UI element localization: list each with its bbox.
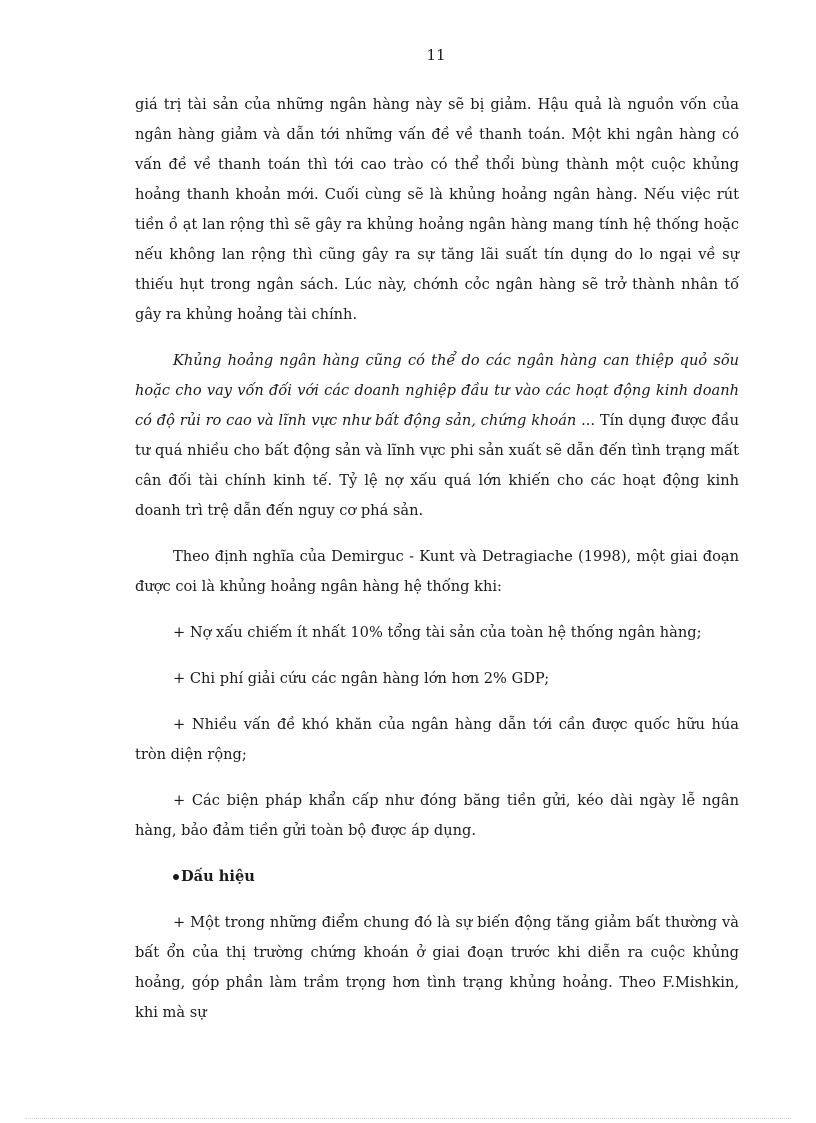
bullet-icon [173, 874, 179, 880]
regular-text: ... Tín dụng được đầu tư quá nhiều cho bất động sản và lĩnh vực phi sản xuất sẽ dẫn đến tình trạng mất cân đối tài chính kinh tế. Tỷ lệ nợ xấu quá lớn khiến cho các hoạt động kinh doanh trì trệ dẫn đến nguy cơ phá sản. [135, 412, 740, 519]
section-heading [135, 862, 739, 892]
document-body [135, 90, 739, 1044]
paragraph-bank-asset-decline: giá trị tài sản của những ngân hàng này sẽ bị giảm. Hậu quả là nguồn vốn của ngân hàng giảm và dẫn tới những vấn đề về thanh toán. Một khi ngân hàng có vấn đề về thanh toán thì tới cao trào có thể thổi bùng thành một cuộc khủng hoảng thanh khoản mới. Cuối cùng sẽ là khủng hoảng ngân hàng. Nếu việc rút tiền ồ ạt lan rộng thì sẽ gây ra khủng hoảng ngân hàng mang tính hệ thống hoặc nếu không lan rộng thì cũng gây ra sự tăng lãi suất tín dụng do lo ngại về sự thiếu hụt trong ngân sách. Lúc này, chớnh cỏc ngân hàng sẽ trở thành nhân tố gây ra khủng hoảng tài chính. [135, 96, 739, 323]
paragraph-signs: + Một trong những điểm chung đó là sự biến động tăng giảm bất thường và bất ổn của thị trường chứng khoán ở giai đoạn trước khi diễn ra cuộc khủng hoảng, góp phần làm trầm trọng hơn tình trạng khủng hoảng. Theo F.Mishkin, khi mà sự [135, 914, 739, 1021]
page-number: 11 [426, 46, 446, 64]
paragraph-definition: Theo định nghĩa của Demirguc - Kunt và Detragiache (1998), một giai đoạn được coi là khủng hoảng ngân hàng hệ thống khi: [135, 548, 739, 595]
criteria-item-1: + Nợ xấu chiếm ít nhất 10% tổng tài sản của toàn hệ thống ngân hàng; [173, 624, 702, 641]
italic-text: Khủng hoảng ngân hàng cũng có thể do các ngân hàng can thiệp quỏ sõu hoặc cho vay vốn đối với các doanh nghiệp đầu tư vào các hoạt động kinh doanh có độ rủi ro cao và lĩnh vực như bất động sản, chứng khoán [135, 352, 739, 429]
criteria-item-3: + Nhiều vấn đề khó khăn của ngân hàng dẫn tới cần được quốc hữu húa tròn diện rộng; [135, 716, 739, 763]
paragraph-bank-intervention [135, 346, 739, 526]
page-bottom-divider [25, 1118, 791, 1119]
criteria-item-4: + Các biện pháp khẩn cấp như đóng băng tiền gửi, kéo dài ngày lễ ngân hàng, bảo đảm tiền gửi toàn bộ được áp dụng. [135, 792, 739, 839]
criteria-item-2: + Chi phí giải cứu các ngân hàng lớn hơn 2% GDP; [173, 670, 550, 687]
section-heading-text: Dấu hiệu [181, 868, 255, 885]
